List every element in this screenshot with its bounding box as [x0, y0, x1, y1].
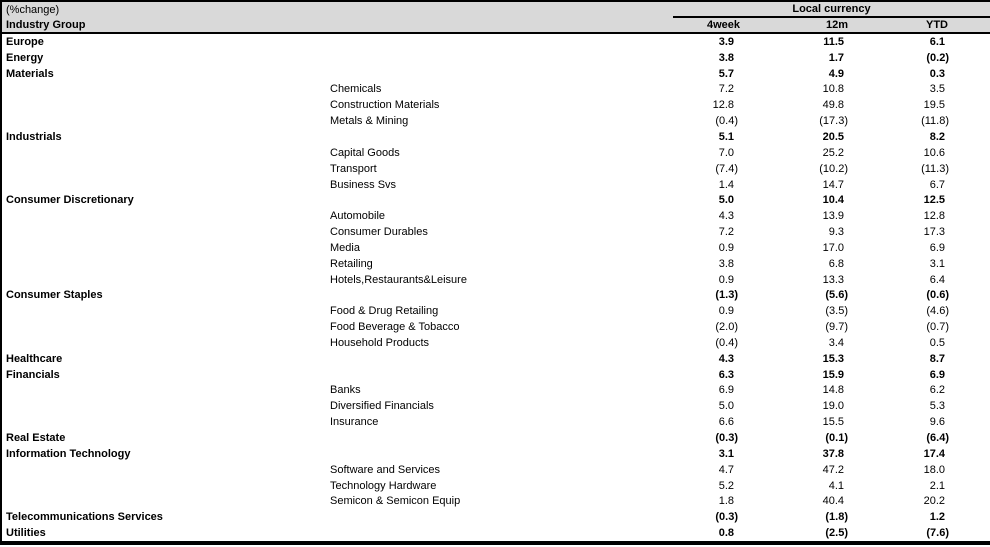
value-cell: 5.3: [929, 400, 945, 413]
table-row: [1, 478, 990, 494]
header-row-currency: [1, 1, 990, 17]
value-cell: 5.2: [718, 479, 734, 492]
column-header-12m: 12m: [758, 17, 868, 33]
row-label: Healthcare: [6, 352, 63, 365]
table-row: [1, 319, 990, 335]
table-row: [1, 509, 990, 525]
value-cell: 40.4: [822, 495, 844, 508]
value-cell: 3.8: [718, 257, 734, 270]
value-cell: 6.4: [929, 273, 945, 286]
value-cell: 1.4: [718, 178, 734, 191]
table-row: [1, 414, 990, 430]
row-label: Energy: [6, 51, 44, 64]
value-cell: (0.2): [926, 51, 949, 64]
value-cell: 14.8: [822, 384, 844, 397]
row-label: Europe: [6, 35, 44, 48]
value-cell: (2.5): [825, 527, 848, 540]
row-label: Media: [330, 241, 360, 254]
value-cell: 10.4: [822, 194, 844, 207]
value-cell: 10.6: [923, 146, 945, 159]
header-row-columns: [1, 17, 990, 33]
column-header-4week: 4week: [673, 17, 758, 33]
table-row: [1, 272, 990, 288]
value-cell: (10.2): [819, 162, 848, 175]
table-row: [1, 256, 990, 272]
value-cell: 5.0: [718, 194, 734, 207]
value-cell: 6.9: [929, 368, 945, 381]
table-row: [1, 446, 990, 462]
row-label: Capital Goods: [330, 146, 400, 159]
row-label: Hotels,Restaurants&Leisure: [330, 273, 467, 286]
value-cell: (6.4): [926, 432, 949, 445]
value-cell: 47.2: [822, 463, 844, 476]
value-cell: 19.5: [923, 99, 945, 112]
value-cell: 0.3: [929, 67, 945, 80]
row-label: Utilities: [6, 527, 46, 540]
value-cell: (0.4): [715, 336, 738, 349]
row-label: Materials: [6, 67, 54, 80]
value-cell: 2.1: [929, 479, 945, 492]
row-label: Insurance: [330, 416, 379, 429]
value-cell: (0.4): [715, 115, 738, 128]
column-header-ytd: YTD: [868, 17, 990, 33]
value-cell: (7.4): [715, 162, 738, 175]
value-cell: 6.3: [718, 368, 734, 381]
value-cell: 1.8: [718, 495, 734, 508]
value-cell: 0.9: [718, 273, 734, 286]
value-cell: 4.7: [718, 463, 734, 476]
value-cell: 6.7: [929, 178, 945, 191]
table-row: [1, 192, 990, 208]
value-cell: 5.1: [718, 130, 734, 143]
local-currency-header: Local currency: [673, 1, 990, 17]
value-cell: 3.9: [718, 35, 734, 48]
value-cell: 3.8: [718, 51, 734, 64]
value-cell: 6.8: [828, 257, 844, 270]
table-row: [1, 288, 990, 304]
table-row: [1, 50, 990, 66]
row-label: Software and Services: [330, 463, 441, 476]
row-label: Industrials: [6, 130, 62, 143]
value-cell: (1.8): [825, 511, 848, 524]
value-cell: 10.8: [822, 83, 844, 96]
value-cell: 15.9: [822, 368, 844, 381]
row-label: Food & Drug Retailing: [330, 305, 439, 318]
value-cell: 9.6: [929, 416, 945, 429]
table-row: [1, 82, 990, 98]
row-label: Automobile: [330, 210, 386, 223]
table-row: [1, 208, 990, 224]
value-cell: 12.5: [923, 194, 945, 207]
value-cell: 9.3: [828, 226, 844, 239]
value-cell: 6.2: [929, 384, 945, 397]
value-cell: 18.0: [923, 463, 945, 476]
value-cell: 6.6: [718, 416, 734, 429]
value-cell: 3.1: [718, 447, 734, 460]
row-label: Consumer Durables: [330, 226, 428, 239]
value-cell: 12.8: [923, 210, 945, 223]
value-cell: 1.2: [929, 511, 945, 524]
value-cell: (0.6): [926, 289, 949, 302]
table-row: [1, 129, 990, 145]
row-label: Financials: [6, 368, 60, 381]
value-cell: 8.7: [929, 352, 945, 365]
value-cell: (0.3): [715, 511, 738, 524]
row-label: Food Beverage & Tobacco: [330, 321, 460, 334]
table-row: [1, 113, 990, 129]
value-cell: 11.5: [823, 35, 844, 48]
value-cell: 12.8: [712, 99, 734, 112]
value-cell: (9.7): [825, 321, 848, 334]
value-cell: 49.8: [822, 99, 844, 112]
table-row: [1, 383, 990, 399]
industry-group-header: Industry Group: [1, 17, 673, 33]
value-cell: 7.2: [718, 226, 734, 239]
value-cell: (0.3): [715, 432, 738, 445]
value-cell: (11.8): [921, 115, 949, 128]
value-cell: 7.2: [718, 83, 734, 96]
value-cell: (0.7): [926, 321, 949, 334]
table-row: [1, 462, 990, 478]
table-row: [1, 33, 990, 50]
table-row: [1, 66, 990, 82]
row-label: Retailing: [330, 257, 373, 270]
value-cell: 5.7: [718, 67, 734, 80]
value-cell: (11.3): [921, 162, 949, 175]
row-label: Household Products: [330, 336, 430, 349]
value-cell: 37.8: [822, 447, 844, 460]
value-cell: 4.3: [718, 210, 734, 223]
value-cell: 6.9: [718, 384, 734, 397]
value-cell: 3.4: [828, 336, 844, 349]
value-cell: 5.0: [718, 400, 734, 413]
value-cell: 13.3: [822, 273, 844, 286]
value-cell: (2.0): [715, 321, 738, 334]
value-cell: 13.9: [822, 210, 844, 223]
value-cell: (17.3): [819, 115, 848, 128]
value-cell: 3.5: [929, 83, 945, 96]
value-cell: 8.2: [929, 130, 945, 143]
table-row: [1, 97, 990, 113]
pct-change-label: (%change): [1, 1, 673, 17]
table-row: [1, 303, 990, 319]
value-cell: 0.5: [929, 336, 945, 349]
table-row: [1, 525, 990, 543]
row-label: Consumer Discretionary: [6, 194, 134, 207]
value-cell: (7.6): [926, 527, 949, 540]
value-cell: 15.5: [822, 416, 844, 429]
table-row: [1, 240, 990, 256]
value-cell: 17.3: [923, 226, 945, 239]
row-label: Consumer Staples: [6, 289, 103, 302]
value-cell: 19.0: [822, 400, 844, 413]
value-cell: 7.0: [718, 146, 734, 159]
value-cell: 20.2: [923, 495, 945, 508]
value-cell: 0.9: [718, 305, 734, 318]
value-cell: (4.6): [926, 305, 949, 318]
value-cell: 15.3: [822, 352, 844, 365]
row-label: Semicon & Semicon Equip: [330, 495, 461, 508]
row-label: Diversified Financials: [330, 400, 434, 413]
value-cell: 0.8: [718, 527, 734, 540]
table-row: [1, 367, 990, 383]
value-cell: 25.2: [822, 146, 844, 159]
table-row: [1, 161, 990, 177]
row-label: Real Estate: [6, 432, 66, 445]
value-cell: 6.9: [929, 241, 945, 254]
row-label: Technology Hardware: [330, 479, 437, 492]
value-cell: (3.5): [825, 305, 848, 318]
value-cell: 1.7: [828, 51, 844, 64]
table-row: [1, 224, 990, 240]
table-row: [1, 335, 990, 351]
row-label: Information Technology: [6, 447, 131, 460]
table-row: [1, 177, 990, 193]
row-label: Construction Materials: [330, 99, 440, 112]
value-cell: 17.4: [923, 447, 945, 460]
value-cell: 14.7: [822, 178, 844, 191]
value-cell: 4.3: [718, 352, 734, 365]
value-cell: 4.9: [828, 67, 844, 80]
row-label: Business Svs: [330, 178, 397, 191]
value-cell: (5.6): [825, 289, 848, 302]
value-cell: 3.1: [929, 257, 945, 270]
table-body: [1, 33, 990, 543]
table-row: [1, 145, 990, 161]
value-cell: 0.9: [718, 241, 734, 254]
row-label: Chemicals: [330, 83, 382, 96]
value-cell: (0.1): [825, 432, 848, 445]
value-cell: 20.5: [822, 130, 844, 143]
value-cell: 4.1: [828, 479, 844, 492]
table-row: [1, 398, 990, 414]
row-label: Transport: [330, 162, 377, 175]
value-cell: 17.0: [822, 241, 844, 254]
table-row: [1, 430, 990, 446]
row-label: Metals & Mining: [330, 115, 409, 128]
value-cell: 6.1: [929, 35, 945, 48]
value-cell: (1.3): [715, 289, 738, 302]
table-header: [1, 1, 990, 33]
table-row: [1, 351, 990, 367]
row-label: Telecommunications Services: [6, 511, 163, 524]
row-label: Banks: [330, 384, 361, 397]
table-row: [1, 493, 990, 509]
